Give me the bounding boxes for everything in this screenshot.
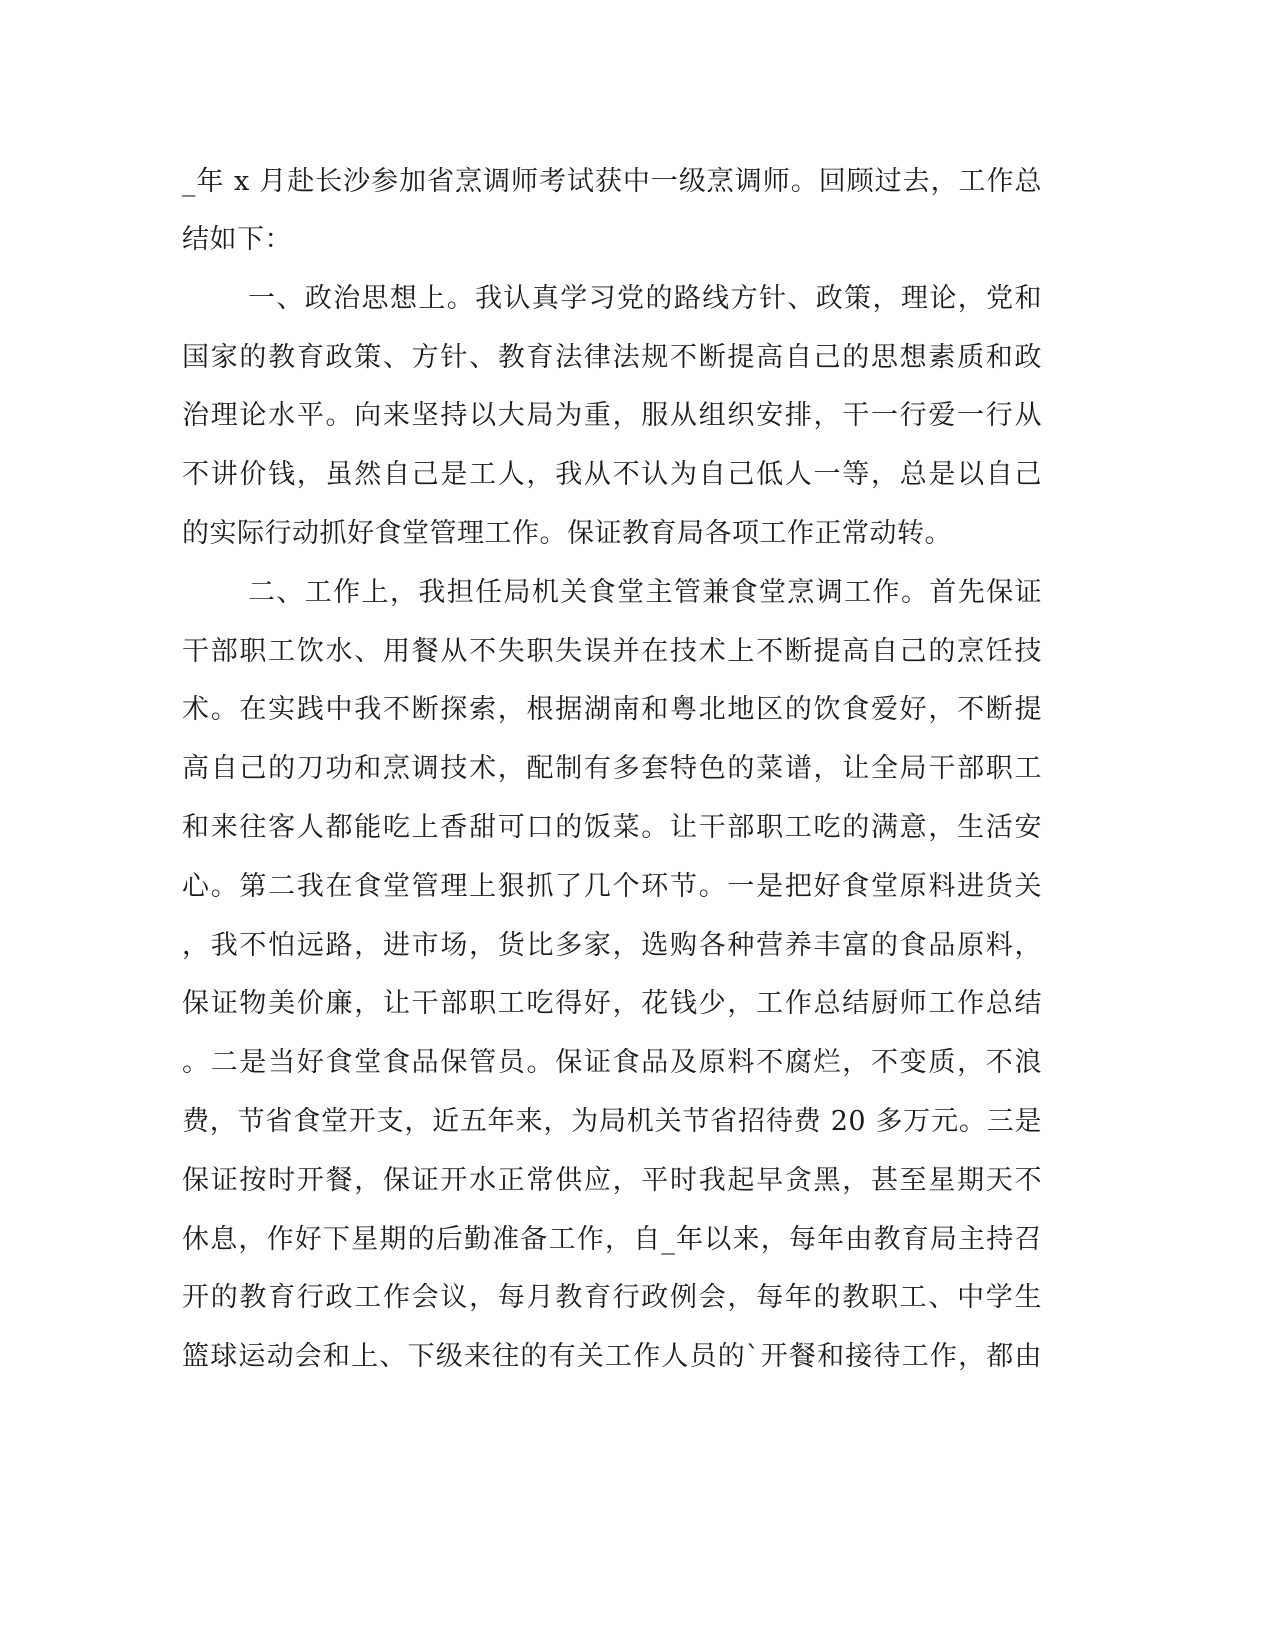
- text-line: _年 x 月赴长沙参加省烹调师考试获中一级烹调师。回顾过去，工作总: [182, 166, 1042, 197]
- text-line: 结如下：: [182, 224, 292, 255]
- text-line: 国家的教育政策、方针、教育法律法规不断提高自己的思想素质和政: [182, 342, 1042, 373]
- text-line: 干部职工饮水、用餐从不失职失误并在技术上不断提高自己的烹饪技: [182, 636, 1042, 667]
- text-line: 篮球运动会和上、下级来往的有关工作人员的`开餐和接待工作，都由: [182, 1341, 1042, 1372]
- text-line: 一、政治思想上。我认真学习党的路线方针、政策，理论，党和: [248, 283, 1042, 314]
- text-line: 和来往客人都能吃上香甜可口的饭菜。让干部职工吃的满意，生活安: [182, 812, 1042, 843]
- text-line: 。二是当好食堂食品保管员。保证食品及原料不腐烂，不变质，不浪: [182, 1047, 1042, 1078]
- text-line: 费，节省食堂开支，近五年来，为局机关节省招待费 20 多万元。三是: [182, 1106, 1042, 1137]
- text-line: 开的教育行政工作会议，每月教育行政例会，每年的教职工、中学生: [182, 1282, 1042, 1313]
- text-line: 二、工作上，我担任局机关食堂主管兼食堂烹调工作。首先保证: [248, 577, 1042, 608]
- text-line: 治理论水平。向来坚持以大局为重，服从组织安排，干一行爱一行从: [182, 400, 1042, 431]
- text-line: 术。在实践中我不断探索，根据湖南和粤北地区的饮食爱好，不断提: [182, 694, 1042, 725]
- text-line: 保证按时开餐，保证开水正常供应，平时我起早贪黑，甚至星期天不: [182, 1165, 1042, 1196]
- text-line: 心。第二我在食堂管理上狠抓了几个环节。一是把好食堂原料进货关: [182, 871, 1042, 902]
- text-line: 不讲价钱，虽然自己是工人，我从不认为自己低人一等，总是以自己: [182, 459, 1042, 490]
- text-line: 高自己的刀功和烹调技术，配制有多套特色的菜谱，让全局干部职工: [182, 753, 1042, 784]
- text-line: 保证物美价廉，让干部职工吃得好，花钱少，工作总结厨师工作总结: [182, 988, 1042, 1019]
- text-line: ，我不怕远路，进市场，货比多家，选购各种营养丰富的食品原料，: [182, 930, 1042, 961]
- text-line: 的实际行动抓好食堂管理工作。保证教育局各项工作正常动转。: [182, 518, 952, 549]
- text-line: 休息，作好下星期的后勤准备工作，自_年以来，每年由教育局主持召: [182, 1224, 1042, 1255]
